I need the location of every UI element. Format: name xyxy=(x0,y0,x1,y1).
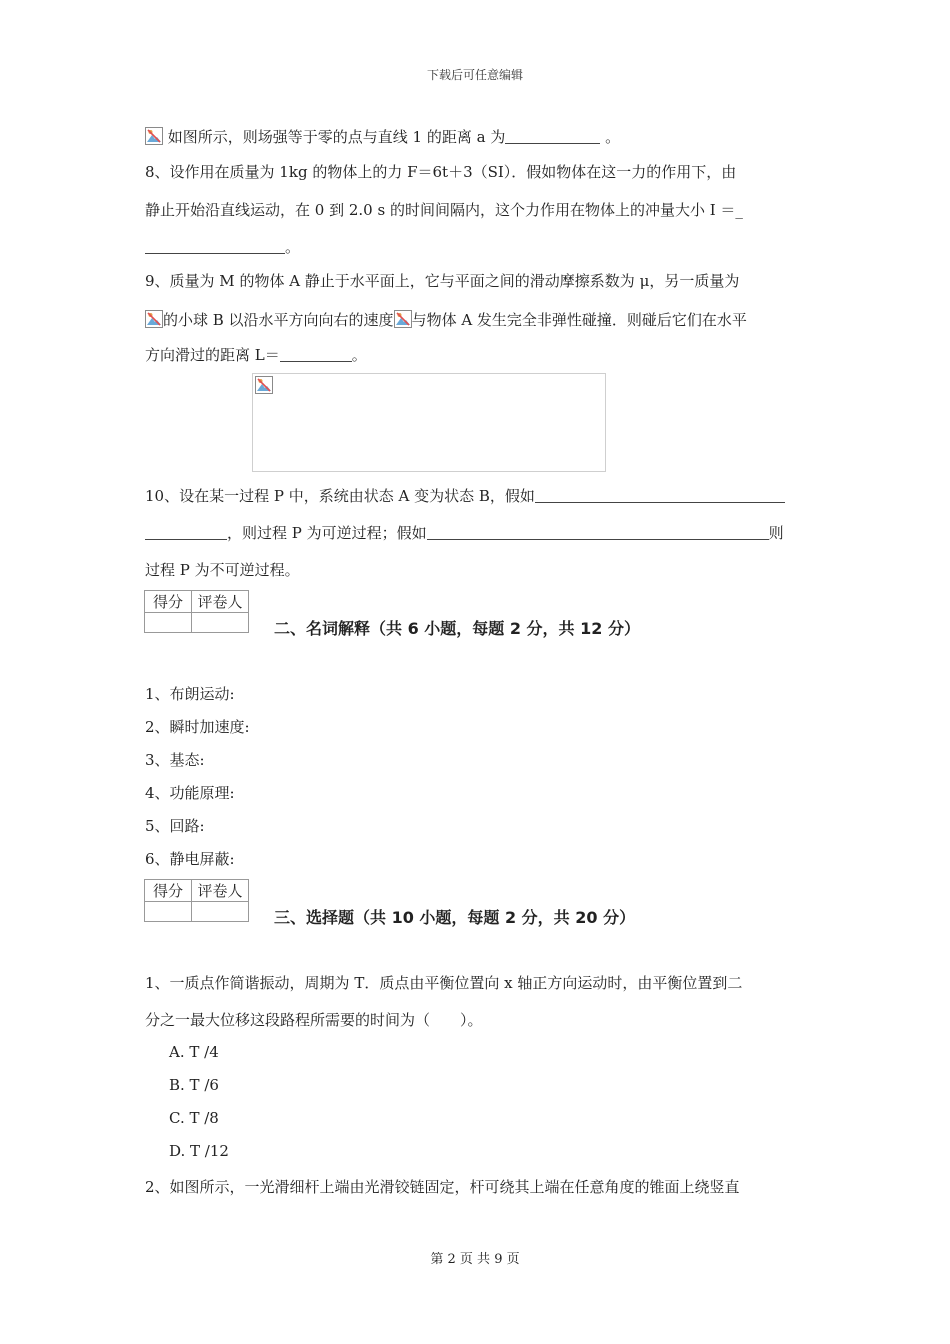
q8-line2: 静止开始沿直线运动，在 0 到 2.0 s 的时间间隔内，这个力作用在物体上的冲量大小 I ＝_ xyxy=(145,201,743,219)
term-item: 5、回路: xyxy=(145,817,205,835)
score-cell[interactable] xyxy=(145,902,192,922)
q10-line1 xyxy=(145,485,785,506)
option-d[interactable]: D. T /12 xyxy=(169,1142,229,1160)
q9-line2b: 与物体 A 发生完全非弹性碰撞．则碰后它们在水平 xyxy=(411,311,747,329)
q8-line1: 8、设作用在质量为 1kg 的物体上的力 F＝6t＋3（SI）．假如物体在这一力的作用下，由 xyxy=(145,163,737,181)
score-label: 得分 xyxy=(145,880,192,902)
option-c[interactable]: C. T /8 xyxy=(169,1109,219,1127)
answer-blank xyxy=(505,129,600,144)
mc-q2-line1: 2、如图所示，一光滑细杆上端由光滑铰链固定，杆可绕其上端在任意角度的锥面上绕竖直 xyxy=(145,1178,740,1196)
q9-line3-text: 方向滑过的距离 L＝ xyxy=(145,346,280,364)
grader-cell[interactable] xyxy=(192,613,249,633)
q8-line3 xyxy=(145,236,300,257)
score-label: 得分 xyxy=(145,591,192,613)
page-footer: 第 2 页 共 9 页 xyxy=(430,1252,520,1267)
section2-title: 二、名词解释（共 6 小题，每题 2 分，共 12 分） xyxy=(274,619,640,638)
broken-image-icon xyxy=(145,127,163,145)
grader-cell[interactable] xyxy=(192,902,249,922)
term-item: 3、基态: xyxy=(145,751,205,769)
term-item: 4、功能原理: xyxy=(145,784,235,802)
option-a[interactable]: A. T /4 xyxy=(169,1043,219,1061)
figure-placeholder xyxy=(252,373,606,472)
q9-line2 xyxy=(145,309,747,330)
q10-line3: 过程 P 为不可逆过程。 xyxy=(145,561,300,579)
q7-tail-line xyxy=(145,126,620,147)
page-header: 下载后可任意编辑 xyxy=(426,68,523,82)
answer-blank xyxy=(427,525,769,540)
broken-image-icon xyxy=(145,310,163,328)
grader-label: 评卷人 xyxy=(192,591,249,613)
option-b[interactable]: B. T /6 xyxy=(169,1076,219,1094)
q9-line1: 9、质量为 M 的物体 A 静止于水平面上，它与平面之间的滑动摩擦系数为 μ，另一质量为 xyxy=(145,272,740,290)
q7-end: 。 xyxy=(605,128,621,146)
q9-line3 xyxy=(145,344,367,365)
answer-blank xyxy=(145,525,227,540)
term-item: 6、静电屏蔽: xyxy=(145,850,235,868)
q10-line2b: 则 xyxy=(768,524,784,542)
q9-line2a: 的小球 B 以沿水平方向向右的速度 xyxy=(163,311,394,329)
q10-line2 xyxy=(145,522,784,543)
broken-image-icon xyxy=(255,376,273,394)
term-item: 2、瞬时加速度: xyxy=(145,718,250,736)
section3-title: 三、选择题（共 10 小题，每题 2 分，共 20 分） xyxy=(274,908,636,927)
grader-label: 评卷人 xyxy=(192,880,249,902)
q8-end: 。 xyxy=(285,238,301,256)
score-table xyxy=(144,590,249,633)
q10-line1-text: 10、设在某一过程 P 中，系统由状态 A 变为状态 B，假如 xyxy=(145,487,535,505)
answer-blank xyxy=(535,488,785,503)
mc-q1-line2: 分之一最大位移这段路程所需要的时间为（ ）。 xyxy=(145,1011,483,1029)
broken-image-icon xyxy=(394,310,412,328)
mc-q1-line1: 1、一质点作简谐振动，周期为 T．质点由平衡位置向 x 轴正方向运动时，由平衡位置到二 xyxy=(145,974,743,992)
q9-end: 。 xyxy=(351,346,367,364)
score-table xyxy=(144,879,249,922)
answer-blank xyxy=(145,239,285,254)
answer-blank xyxy=(280,347,352,362)
q10-line2a: ，则过程 P 为可逆过程；假如 xyxy=(227,524,427,542)
term-item: 1、布朗运动: xyxy=(145,685,235,703)
q7-text: 如图所示，则场强等于零的点与直线 1 的距离 a 为 xyxy=(167,128,506,146)
score-cell[interactable] xyxy=(145,613,192,633)
